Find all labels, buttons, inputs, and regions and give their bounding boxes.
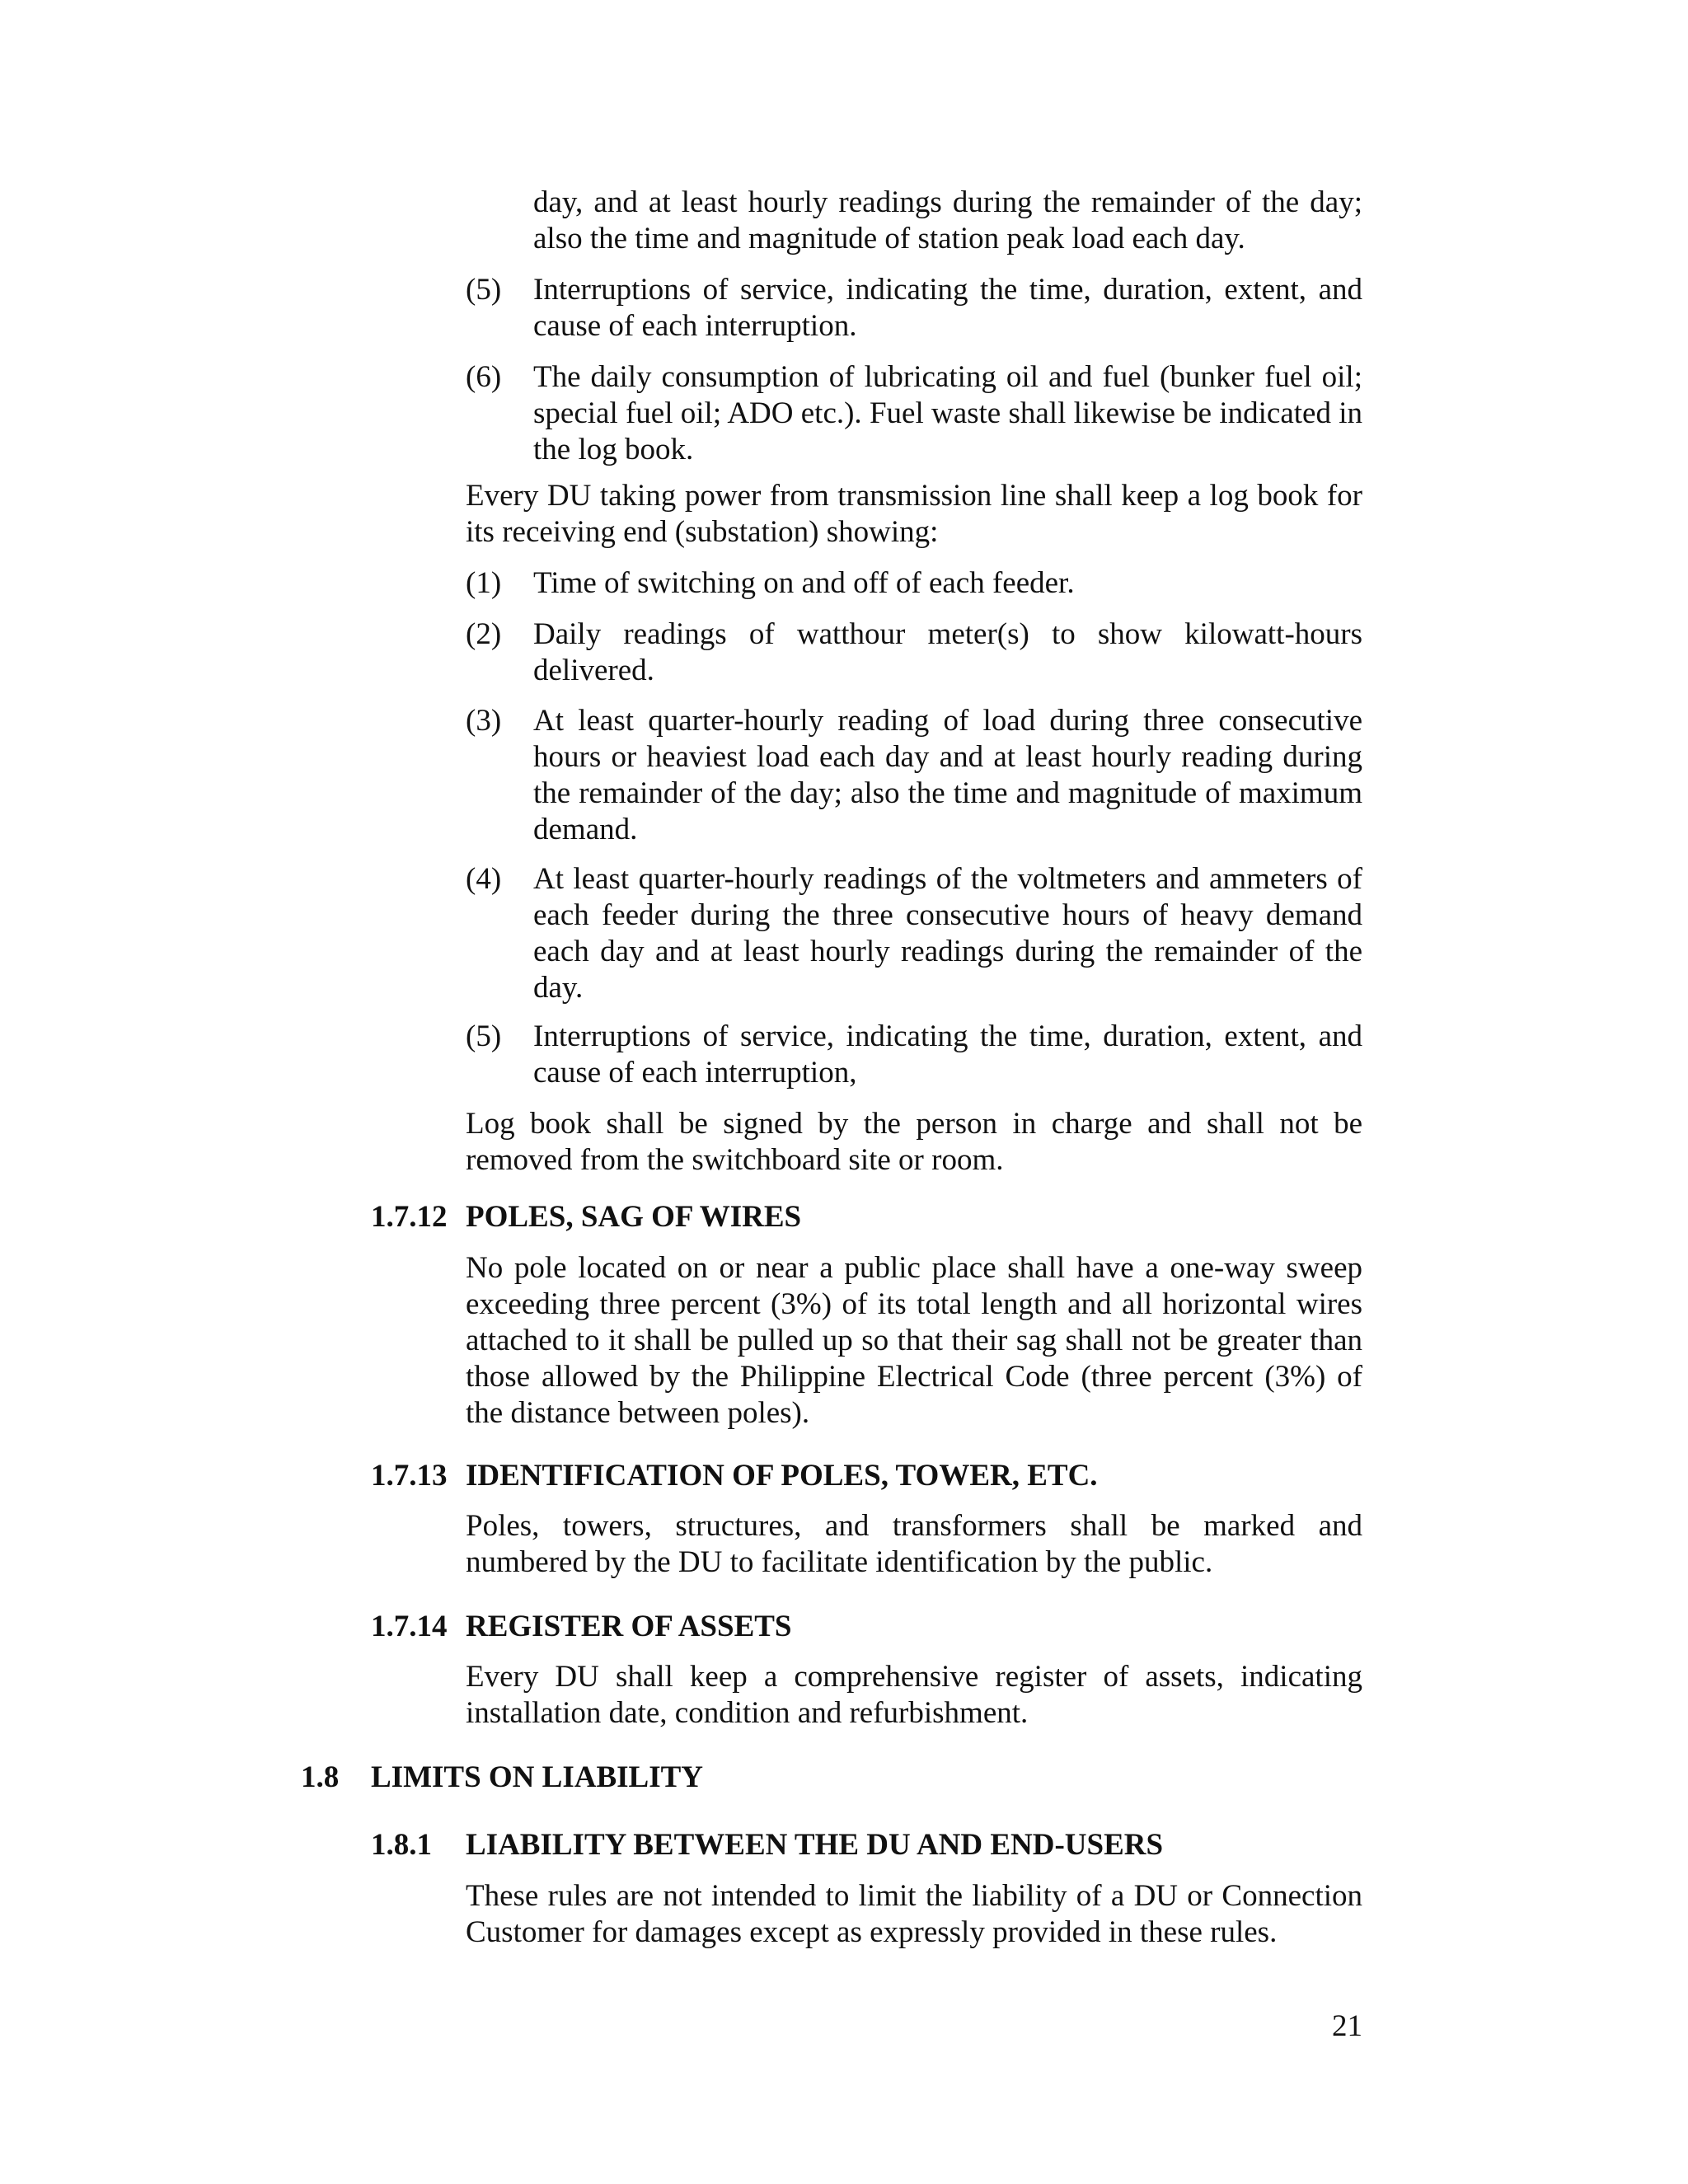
list-item-number: (5)	[466, 1019, 502, 1053]
list-item-text: Daily readings of watthour meter(s) to show kilowatt-hours delivered.	[533, 617, 1362, 687]
section-body: Every DU shall keep a comprehensive register of assets, indicating installation date, condition and refurbishment.	[466, 1660, 1362, 1730]
continuation-paragraph: day, and at least hourly readings during the remainder of the day; also the time and magnitude of station peak load each day.	[533, 185, 1362, 255]
list-item-text: At least quarter-hourly readings of the voltmeters and ammeters of each feeder during the three consecutive hours of heavy demand each day and at least hourly readings during the remainder of the day.	[533, 862, 1362, 1005]
list-item-text: Interruptions of service, indicating the time, duration, extent, and cause of each interruption,	[533, 1019, 1362, 1090]
list-item-number: (5)	[466, 273, 502, 307]
list-item-text: At least quarter-hourly reading of load during three consecutive hours or heaviest load each day and at least hourly reading during the remainder of the day; also the time and magnitude of maximum demand.	[533, 704, 1362, 846]
section-body: These rules are not intended to limit the liability of a DU or Connection Customer for damages except as expressly provided in these rules.	[466, 1879, 1362, 1949]
logbook-paragraph: Log book shall be signed by the person in charge and shall not be removed from the switchboard site or room.	[466, 1107, 1362, 1177]
section-title: IDENTIFICATION OF POLES, TOWER, ETC.	[466, 1459, 1098, 1493]
list-item-number: (4)	[466, 862, 502, 896]
intro-paragraph: Every DU taking power from transmission line shall keep a log book for its receiving end (substation) showing:	[466, 479, 1362, 549]
list-item-number: (3)	[466, 704, 502, 738]
list-item-text: Interruptions of service, indicating the time, duration, extent, and cause of each interruption.	[533, 273, 1362, 343]
list-item	[466, 272, 1362, 344]
list-item	[466, 703, 1362, 848]
list-item	[466, 359, 1362, 468]
list-item	[466, 565, 1362, 602]
section-number: 1.7.14	[371, 1610, 448, 1643]
section-title: LIABILITY BETWEEN THE DU AND END-USERS	[466, 1828, 1164, 1862]
section-title: POLES, SAG OF WIRES	[466, 1200, 802, 1234]
list-item	[466, 861, 1362, 1006]
list-item-number: (1)	[466, 566, 502, 600]
list-item	[466, 1019, 1362, 1091]
section-title: LIMITS ON LIABILITY	[371, 1760, 704, 1794]
page-number: 21	[1332, 2009, 1362, 2043]
list-item-number: (6)	[466, 360, 502, 394]
section-body: Poles, towers, structures, and transformers shall be marked and numbered by the DU to facilitate identification by the public.	[466, 1509, 1362, 1579]
section-number: 1.8.1	[371, 1828, 432, 1862]
section-number: 1.8	[301, 1760, 340, 1794]
section-title: REGISTER OF ASSETS	[466, 1610, 792, 1643]
list-item-text: Time of switching on and off of each feeder.	[533, 566, 1075, 600]
list-item-number: (2)	[466, 617, 502, 651]
list-item	[466, 616, 1362, 689]
section-number: 1.7.12	[371, 1200, 448, 1234]
list-item-text: The daily consumption of lubricating oil and fuel (bunker fuel oil; special fuel oil; ADO etc.). Fuel waste shall likewise be indicated in the log book.	[533, 360, 1362, 466]
section-number: 1.7.13	[371, 1459, 448, 1493]
section-body: No pole located on or near a public place shall have a one-way sweep exceeding three percent (3%) of its total length and all horizontal wires attached to it shall be pulled up so that their sag shall not be greater than those allowed by the Philippine Electrical Code (three percent (3%) of the distance between poles).	[466, 1251, 1362, 1430]
